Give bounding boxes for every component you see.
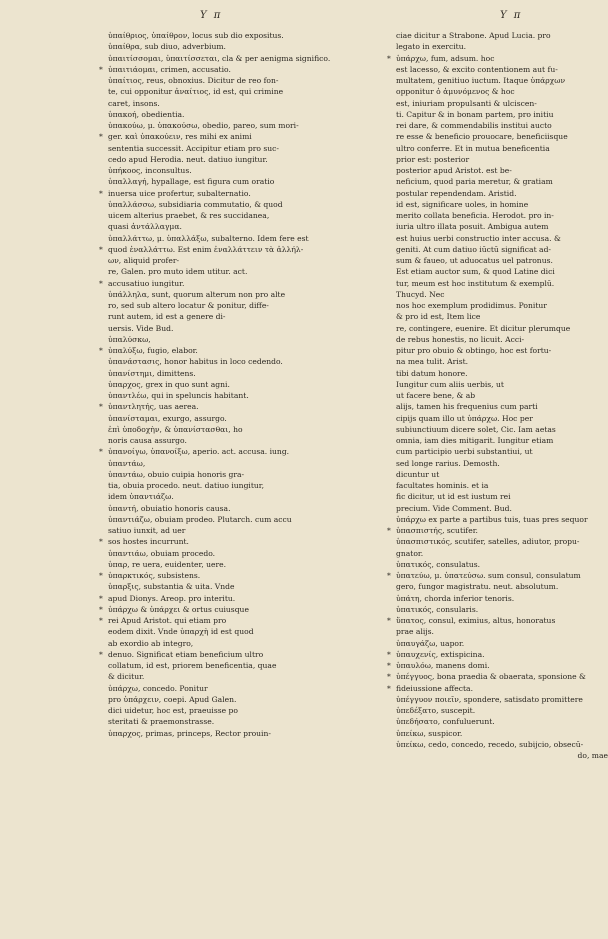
dictionary-line: ὑπατικός, consularis. <box>396 604 479 614</box>
dictionary-line: ὑπαίτιος, reus, obnoxius. Dicitur de reo fon- <box>108 76 279 85</box>
dictionary-line: subiunctiuum dicere solet, Cic. Iam aetas <box>396 424 556 434</box>
dictionary-line: uersis. Vide Bud. <box>108 323 174 333</box>
dictionary-line: ὑπαυγάζω, uapor. <box>396 638 465 648</box>
dictionary-line: pro ὑπάρχειν, coepi. Apud Galen. <box>108 694 237 704</box>
dictionary-line: ultro conferre. Et in mutua beneficentia <box>396 143 550 153</box>
dictionary-line: ὑπαρ, re uera, euidenter, uere. <box>108 559 227 569</box>
dictionary-line: * fideiussione affecta. <box>396 683 608 694</box>
dictionary-line: * ὑπανοίγω, ὑπανοίξω, aperio. act. accusa. iung. <box>108 446 320 457</box>
dictionary-line: ὑπανίστημι, dimittens. <box>108 368 196 378</box>
dictionary-line: est, iniuriam propulsanti & ulciscen- <box>396 98 537 108</box>
dictionary-line: Thucyd. Nec <box>396 289 445 299</box>
dictionary-line: ὑπανίσταμαι, exurgo, assurgo. <box>108 413 227 423</box>
dictionary-line: dicuntur ut <box>396 469 440 479</box>
dictionary-line: ἐπὶ ὑποδοχὴν, & ὑπανίστασθαι, ho <box>108 424 243 434</box>
dictionary-line: * inuersa uice profertur, subalternatio. <box>108 188 320 199</box>
dictionary-line: tibi datum honore. <box>396 368 468 378</box>
dictionary-line: rei dare, & commendabilis institui aucto <box>396 121 552 130</box>
dictionary-line: ὑπαντή, obuiatio honoris causa. <box>108 503 231 513</box>
dictionary-line: ὑπακούω, μ. ὑπακούσω, obedio, pareo, sum mori- <box>108 121 299 130</box>
dictionary-line: prior est: posterior <box>396 154 470 164</box>
dictionary-line: * ὑπασπιστής, scutifer. <box>396 525 608 536</box>
dictionary-line: * denuo. Significat etiam beneficium ultro <box>108 649 320 660</box>
dictionary-line: * ὑπαιτιάομαι, crimen, accusatio. <box>108 64 320 75</box>
dictionary-line: ὑπάτη, chorda inferior tenoris. <box>396 593 515 603</box>
dictionary-line: legato in exercitu. <box>396 42 467 52</box>
dictionary-line: merito collata beneficia. Herodot. pro in- <box>396 211 554 220</box>
dictionary-line: uicem alterius praebet, & res succidanea, <box>108 211 270 220</box>
dictionary-line: ὑπαλλάττω, μ. ὑπαλλάξω, subalterno. Idem fere est <box>108 233 309 243</box>
dictionary-line: ὑπαιτίσσομαι, ὑπαιτίσσεται, cla & per aenigma significo. <box>108 53 331 63</box>
dictionary-line: ὑπάρχω ex parte a partibus tuis, tuas pres sequor <box>396 514 588 524</box>
dictionary-line: Iungitur cum aliis uerbis, ut <box>396 379 504 389</box>
dictionary-line: id est, significare uoles, in homine <box>396 199 529 209</box>
left-column <box>108 30 331 739</box>
dictionary-line: ὑπακοή, obedientia. <box>108 109 185 119</box>
dictionary-line: Est etiam auctor sum, & quod Latine dici <box>396 267 555 277</box>
dictionary-line: ὑπείκω, cedo, concedo, recedo, subijcio, obsecū- <box>396 739 584 749</box>
dictionary-line: tia, obuia procedo. neut. datiuo iungitur, <box>108 481 265 490</box>
dictionary-line: * ὑπέγγυος, bona praedia & obaerata, sponsione & <box>396 671 608 682</box>
dictionary-line: ὑπαντάω, <box>108 458 146 468</box>
dictionary-line: geniti. At cum datiuo iūctū significat ad- <box>396 244 552 254</box>
dictionary-line: * ὑπατεύω, μ. ὑπατεύσω. sum consul, consulatum <box>396 570 608 581</box>
dictionary-line: gero, fungor magistratu. neut. absolutum. <box>396 582 559 592</box>
dictionary-line: ὑπανάστασις, honor habitus in loco cedendo. <box>108 357 283 367</box>
dictionary-line: facultates hominis. et ia <box>396 481 489 490</box>
dictionary-line: re, Galen. pro muto idem utitur. act. <box>108 267 248 277</box>
right-column <box>396 30 608 761</box>
dictionary-line: cum participio uerbi substantiui, ut <box>396 447 533 457</box>
dictionary-line: * ὑπαυλόω, manens domi. <box>396 660 608 671</box>
dictionary-line: satiuo iunxit, ad uer <box>108 526 186 535</box>
dictionary-line: ti. Capitur & in bonam partem, pro initiu <box>396 109 554 119</box>
dictionary-line: ὑπάρχω, concedo. Ponitur <box>108 683 208 693</box>
dictionary-line: * ὑπάρχω, fum, adsum. hoc <box>396 53 608 64</box>
running-head-right: Y π <box>500 10 523 21</box>
dictionary-line: tur, meum est hoc institutum & exemplū. <box>396 278 555 288</box>
dictionary-line: sum & faueo, ut aduocatus uel patronus. <box>396 256 553 265</box>
dictionary-line: ὑπαίθριος, ὑπαίθρον, locus sub dio expositus. <box>108 31 284 40</box>
dictionary-line: noris causa assurgo. <box>108 436 187 445</box>
dictionary-line: ὑπέγγυον ποιεῖν, spondere, satisdato promittere <box>396 694 583 704</box>
dictionary-line: posterior apud Aristot. est be- <box>396 166 512 175</box>
dictionary-line: * ger. καὶ ὑπακούειν, res mihi ex animi <box>108 131 320 142</box>
dictionary-line: * ὑπαλύξω, fugio, elabor. <box>108 345 320 356</box>
dictionary-line: * ὑπαρκτικός, subsistens. <box>108 570 320 581</box>
dictionary-line: postular rependendam. Aristid. <box>396 188 517 198</box>
dictionary-line: ὑπαλύσκω, <box>108 334 151 344</box>
dictionary-line: ὑπείκω, suspicor. <box>396 728 463 738</box>
dictionary-line: ab exordio ab integro, <box>108 638 194 648</box>
dictionary-line: fic dicitur, ut id est iustum rei <box>396 492 511 502</box>
dictionary-line: * quod ἐναλλάττω. Est enim ἐναλλάττειν τὰ ἀλλήλ- <box>108 244 320 255</box>
dictionary-line: ὑπαντιάω, obuiam procedo. <box>108 548 216 558</box>
dictionary-line: * rei Apud Aristot. qui etiam pro <box>108 615 320 626</box>
dictionary-line: ὑπαντιάζω, obuiam prodeo. Plutarch. cum accu <box>108 514 292 524</box>
dictionary-line: ὑπασπιστικός, scutifer, satelles, adiutor, propu- <box>396 537 580 547</box>
dictionary-line: * ὑπαντλητής, uas aerea. <box>108 401 320 412</box>
dictionary-line: prae alijs. <box>396 627 434 637</box>
dictionary-line: ὑπαρξις, substantia & uita. Vnde <box>108 582 235 592</box>
dictionary-line: ὑπάλληλα, sunt, quorum alterum non pro alte <box>108 289 286 299</box>
dictionary-line: & dicitur. <box>108 672 145 682</box>
dictionary-line: te, cui opponitur ἀναίτιος, id est, qui crimine <box>108 87 284 97</box>
dictionary-line: neficium, quod paria meretur, & gratiam <box>396 177 553 187</box>
dictionary-line: re, contingere, euenire. Et dicitur plerumque <box>396 323 571 333</box>
dictionary-line: * apud Dionys. Areop. pro interitu. <box>108 593 320 604</box>
catchword: do, mae <box>577 751 608 760</box>
dictionary-line: cipijs quam illo ut ὑπάρχω. Hoc per <box>396 413 533 423</box>
dictionary-line: cedo apud Herodia. neut. datiuo iungitur. <box>108 154 268 164</box>
dictionary-line: dici uidetur, hoc est, praeuisse po <box>108 706 238 715</box>
dictionary-line: ro, sed sub altero locatur & ponitur, diffe- <box>108 301 269 310</box>
dictionary-line: precium. Vide Comment. Bud. <box>396 503 512 513</box>
dictionary-line: eodem dixit. Vnde ὑπαρχὴ id est quod <box>108 627 254 637</box>
dictionary-line: ὑπαλλαγή, hypallage, est figura cum oratio <box>108 177 275 187</box>
dictionary-line: idem ὑπαντιάζω. <box>108 492 174 502</box>
dictionary-line: omnia, iam dies mitigarit. Iungitur etiam <box>396 436 554 445</box>
dictionary-line: ut facere bene, & ab <box>396 391 476 400</box>
dictionary-line: gnator. <box>396 548 424 558</box>
dictionary-line: ὑπεδήσατο, confuluerunt. <box>396 717 495 727</box>
dictionary-line: ὑπαντάω, obuio cuipia honoris gra- <box>108 469 245 479</box>
dictionary-line: ὑπατικός, consulatus. <box>396 559 481 569</box>
dictionary-line: sed longe rarius. Demosth. <box>396 458 500 468</box>
dictionary-line: sententia successit. Accipitur etiam pro suc- <box>108 143 279 153</box>
dictionary-line: est huius uerbi constructio inter accusa. & <box>396 233 561 243</box>
dictionary-line: caret, insons. <box>108 98 160 108</box>
dictionary-line: pitur pro obuio & obtingo, hoc est fortu- <box>396 346 552 355</box>
dictionary-line: alijs, tamen his frequenius cum parti <box>396 402 538 412</box>
dictionary-line: multatem, genitiuo iuctum. Itaque ὑπάρχων <box>396 76 566 85</box>
dictionary-line: runt autem, id est a genere di- <box>108 312 226 322</box>
dictionary-line: * ὑπάρχω & ὑπάρχει & ortus cuiusque <box>108 604 320 615</box>
dictionary-line: est lacesso, & excito contentionem aut fu- <box>396 64 558 74</box>
dictionary-line: ὑπήκοος, inconsultus. <box>108 166 192 175</box>
dictionary-line: ὑπαλλάσσω, subsidiaria commutatio, & quod <box>108 199 283 209</box>
dictionary-line: steritati & praemonstrasse. <box>108 717 215 727</box>
dictionary-line: ὑπαντλέω, qui in speluncis habitant. <box>108 391 249 400</box>
dictionary-line: ὑπαρχος, grex in quo sunt agni. <box>108 379 230 389</box>
dictionary-line: & pro id est, Item lice <box>396 312 481 322</box>
dictionary-line: ὑπαρχος, primas, princeps, Rector prouin- <box>108 728 271 738</box>
dictionary-line: de rebus honestis, no licuit. Acci- <box>396 334 525 344</box>
dictionary-line: opponitur ὁ ἀμυνόμενος & hoc <box>396 87 515 97</box>
dictionary-line: nos hoc exemplum prodidimus. Ponitur <box>396 301 547 310</box>
dictionary-line: * sos hostes incurrunt. <box>108 536 320 547</box>
dictionary-line: ὑπεδέξατο, suscepit. <box>396 706 476 715</box>
running-head-left: Y π <box>200 10 223 21</box>
dictionary-line: collatum, id est, priorem beneficentia, quae <box>108 661 277 670</box>
dictionary-line: quasi ἀντάλλαγμα. <box>108 222 182 232</box>
dictionary-line: ciae dicitur a Strabone. Apud Lucia. pro <box>396 31 551 40</box>
dictionary-line: * accusatiuo iungitur. <box>108 278 320 289</box>
dictionary-line: ων, aliquid profer- <box>108 256 180 265</box>
dictionary-line: re esse & beneficio prouocare, beneficiisque <box>396 132 568 142</box>
dictionary-line: * ὑπαυχενίς, extispicina. <box>396 649 608 660</box>
dictionary-line: ὑπαίθρα, sub diuo, adverbium. <box>108 42 226 52</box>
dictionary-line: * ὕπατος, consul, eximius, altus, honoratus <box>396 615 608 626</box>
dictionary-line: na mea tulit. Arist. <box>396 357 469 367</box>
dictionary-line: iuria ultro illata posuit. Ambigua autem <box>396 222 549 232</box>
